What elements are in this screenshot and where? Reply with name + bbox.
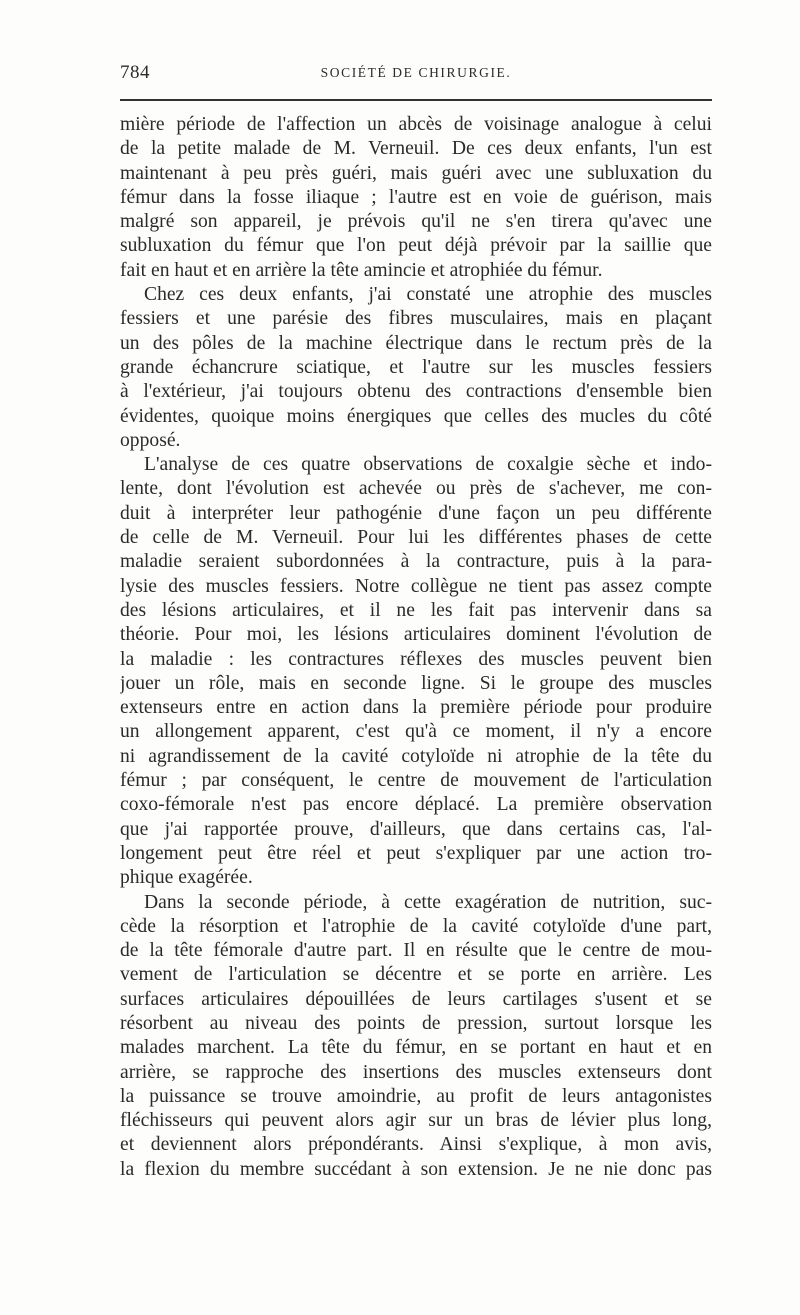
- text-line: vement de l'articulation se décentre et se porte en arrière. Les: [120, 964, 712, 986]
- text-line: arrière, se rapproche des insertions des muscles extenseurs dont: [120, 1061, 712, 1083]
- text-line: théorie. Pour moi, les lésions articulaires dominent l'évolution de: [120, 624, 712, 646]
- text-line: la puissance se trouve amoindrie, au profit de leurs antagonistes: [120, 1085, 712, 1107]
- text-line: maladie seraient subordonnées à la contracture, puis à la para-: [120, 551, 712, 573]
- header-rule: [120, 99, 712, 101]
- text-line: la maladie : les contractures réflexes des muscles peuvent bien: [120, 648, 712, 670]
- text-line: un allongement apparent, c'est qu'à ce moment, il n'y a encore: [120, 721, 712, 743]
- text-line: fessiers et une parésie des fibres musculaires, mais en plaçant: [120, 308, 712, 330]
- paragraph-start-line: Dans la seconde période, à cette exagération de nutrition, suc-: [144, 891, 712, 913]
- text-line: de la petite malade de M. Verneuil. De ces deux enfants, l'un est: [120, 138, 712, 160]
- text-line: fait en haut et en arrière la tête amincie et atrophiée du fémur.: [120, 259, 603, 281]
- text-line: jouer un rôle, mais en seconde ligne. Si le groupe des muscles: [120, 672, 712, 694]
- text-line: de la tête fémorale d'autre part. Il en résulte que le centre de mou-: [120, 940, 712, 962]
- text-line: que j'ai rapportée prouve, d'ailleurs, que dans certains cas, l'al-: [120, 818, 712, 840]
- text-line: maintenant à peu près guéri, mais guéri avec une subluxation du: [120, 162, 712, 184]
- text-line: à l'extérieur, j'ai toujours obtenu des contractions d'ensemble bien: [120, 381, 712, 403]
- text-line: extenseurs entre en action dans la première période pour produire: [120, 697, 712, 719]
- text-line: résorbent au niveau des points de pression, surtout lorsque les: [120, 1012, 712, 1034]
- text-line: fémur dans la fosse iliaque ; l'autre est en voie de guérison, mais: [120, 186, 712, 208]
- text-line: la flexion du membre succédant à son extension. Je ne nie donc pas: [120, 1158, 712, 1180]
- text-line: cède la résorption et l'atrophie de la cavité cotyloïde d'une part,: [120, 915, 712, 937]
- text-line: des lésions articulaires, et il ne les fait pas intervenir dans sa: [120, 599, 712, 621]
- body-text: [120, 113, 712, 1182]
- paragraph-start-line: L'analyse de ces quatre observations de coxalgie sèche et indo-: [144, 454, 712, 476]
- text-line: et deviennent alors prépondérants. Ainsi s'explique, à mon avis,: [120, 1134, 712, 1156]
- text-line: évidentes, quoique moins énergiques que celles des mucles du côté: [120, 405, 712, 427]
- text-line: coxo-fémorale n'est pas encore déplacé. La première observation: [120, 794, 712, 816]
- journal-title: SOCIÉTÉ DE CHIRURGIE.: [320, 65, 512, 80]
- text-line: ni agrandissement de la cavité cotyloïde ni atrophie de la tête du: [120, 745, 712, 767]
- running-head: [120, 62, 712, 90]
- text-line: mière période de l'affection un abcès de voisinage analogue à celui: [120, 114, 712, 135]
- text-line: surfaces articulaires dépouillées de leurs cartilages s'usent et se: [120, 988, 712, 1010]
- page-number: 784: [120, 62, 150, 83]
- paragraph-start-line: Chez ces deux enfants, j'ai constaté une atrophie des muscles: [144, 284, 712, 306]
- text-line: fléchisseurs qui peuvent alors agir sur un bras de lévier plus long,: [120, 1110, 712, 1132]
- text-line: subluxation du fémur que l'on peut déjà prévoir par la saillie que: [120, 235, 712, 257]
- text-line: grande échancrure sciatique, et l'autre sur les muscles fessiers: [120, 356, 712, 378]
- text-line: longement peut être réel et peut s'expliquer par une action tro-: [120, 842, 712, 864]
- text-line: duit à interpréter leur pathogénie d'une façon un peu différente: [120, 502, 712, 524]
- text-line: de celle de M. Verneuil. Pour lui les différentes phases de cette: [120, 527, 712, 549]
- text-line: fémur ; par conséquent, le centre de mouvement de l'articulation: [120, 770, 712, 792]
- text-line: lente, dont l'évolution est achevée ou près de s'achever, me con-: [120, 478, 712, 500]
- text-line: lysie des muscles fessiers. Notre collègue ne tient pas assez compte: [120, 575, 712, 597]
- text-line: malades marchent. La tête du fémur, en se portant en haut et en: [120, 1037, 712, 1059]
- text-line: opposé.: [120, 429, 181, 451]
- text-line: phique exagérée.: [120, 867, 253, 889]
- text-line: un des pôles de la machine électrique dans le rectum près de la: [120, 332, 712, 354]
- text-line: malgré son appareil, je prévois qu'il ne s'en tirera qu'avec une: [120, 211, 712, 233]
